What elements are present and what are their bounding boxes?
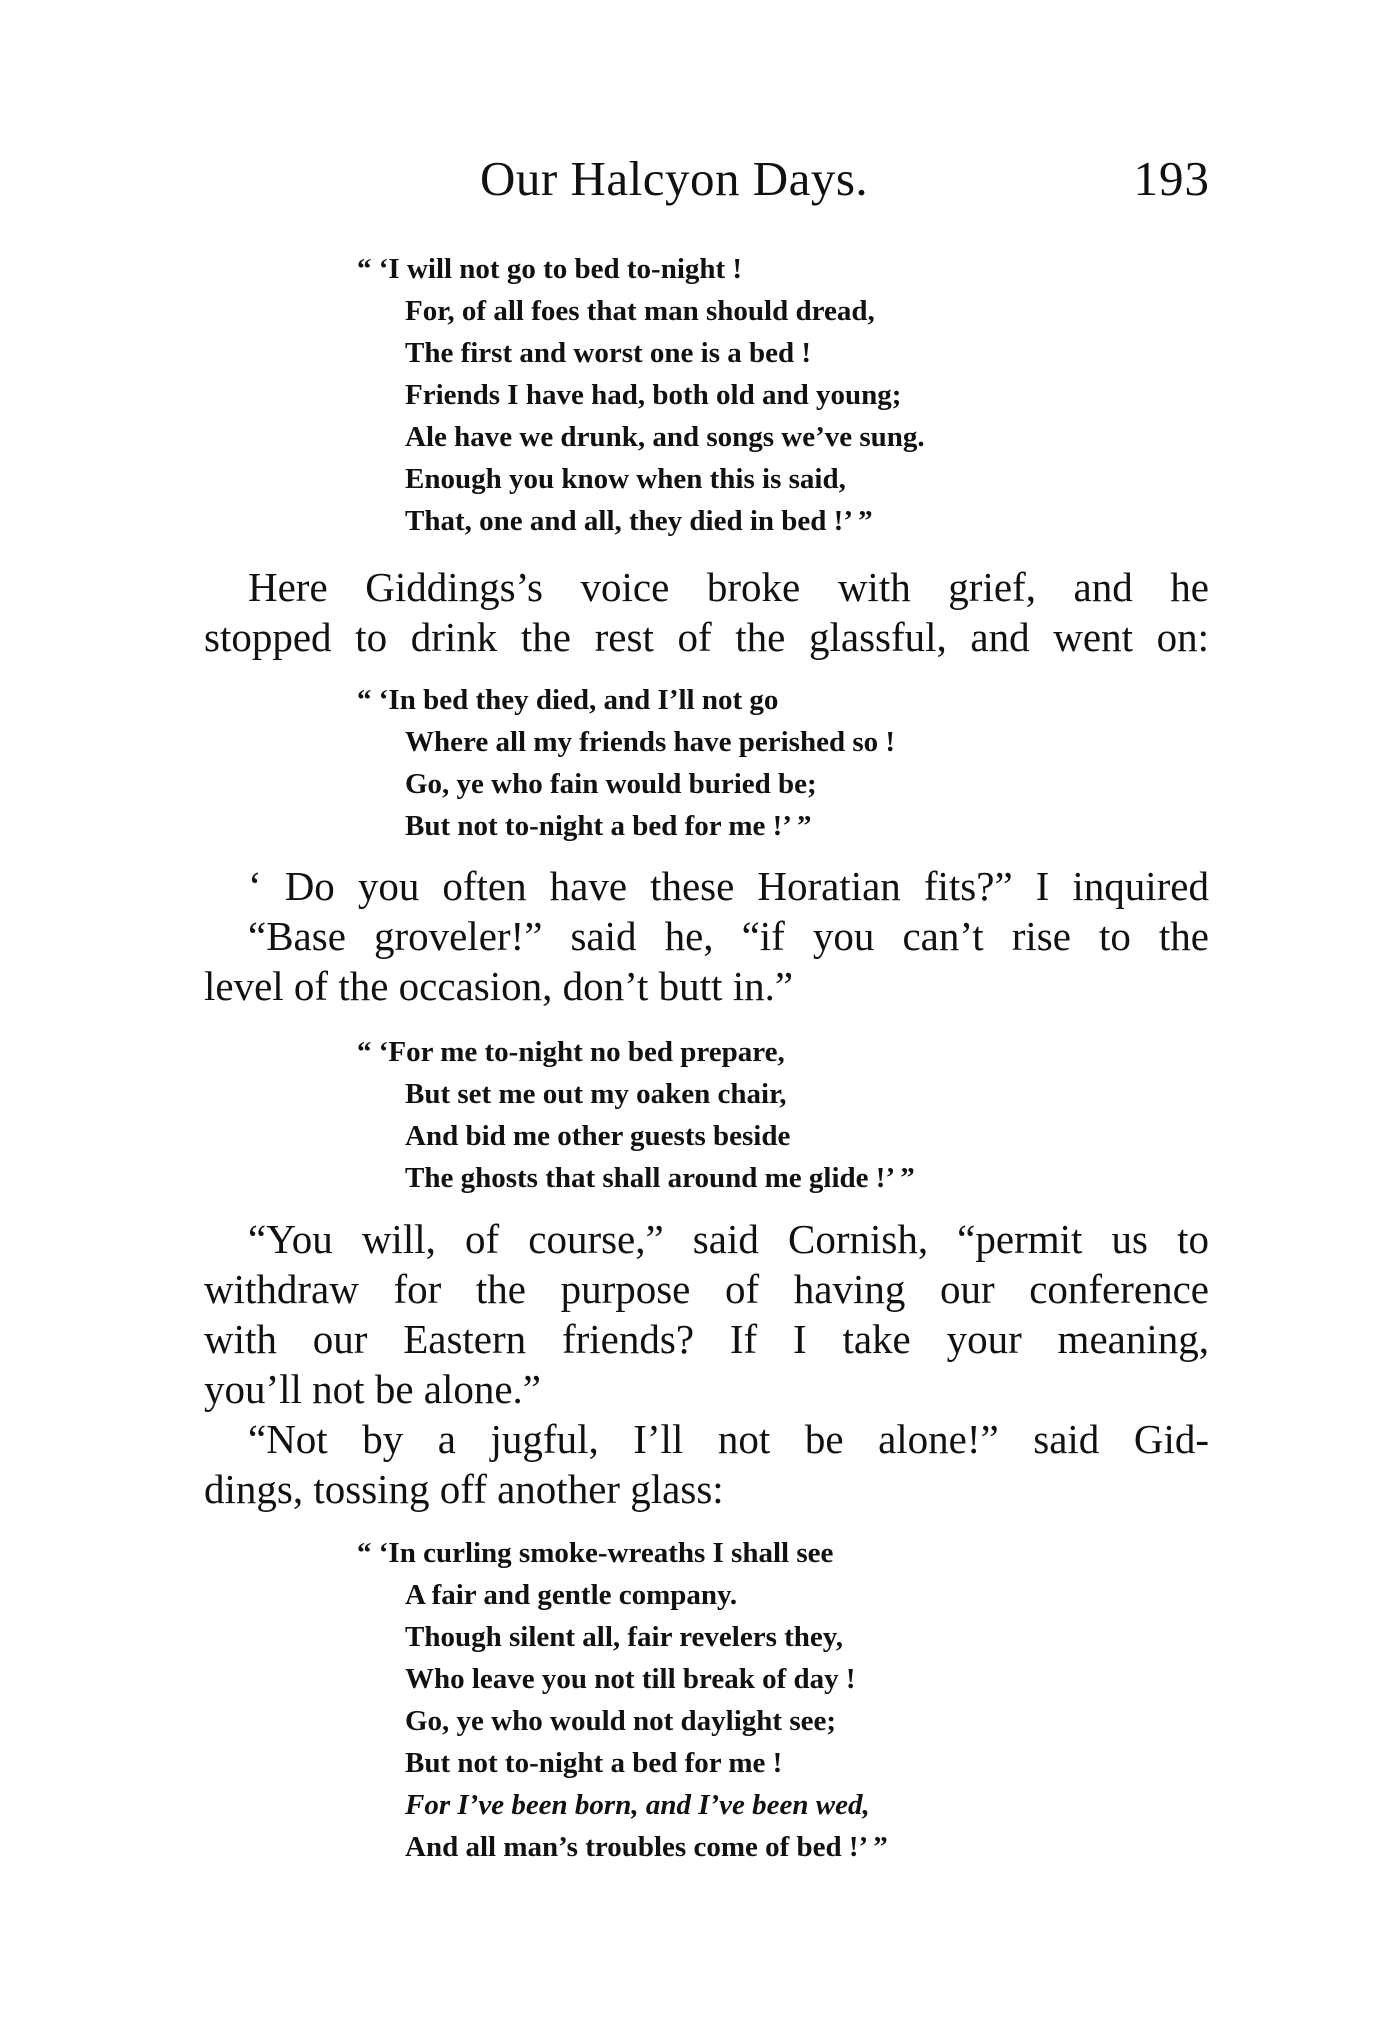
verse-line: A fair and gentle company.	[405, 1579, 738, 1611]
prose-line: “Base groveler!” said he, “if you can’t rise to the	[248, 913, 1209, 959]
verse-line: “ ‘For me to-night no bed prepare,	[357, 1036, 785, 1068]
verse-line: Though silent all, fair revelers they,	[405, 1621, 843, 1653]
verse-line: For, of all foes that man should dread,	[405, 295, 875, 327]
verse-stanza-2	[357, 679, 896, 847]
verse-line: For I’ve been born, and I’ve been wed,	[405, 1789, 870, 1821]
verse-line: Ale have we drunk, and songs we’ve sung.	[405, 421, 925, 453]
verse-line: Who leave you not till break of day !	[405, 1663, 856, 1695]
prose-paragraph-1	[204, 562, 1209, 662]
verse-line: But not to-night a bed for me !	[405, 1747, 783, 1779]
prose-paragraph-2	[204, 861, 1209, 1011]
prose-line: with our Eastern friends? If I take your meaning,	[204, 1316, 1209, 1362]
prose-line: dings, tossing off another glass:	[204, 1466, 724, 1512]
verse-line: Enough you know when this is said,	[405, 463, 846, 495]
prose-line: stopped to drink the rest of the glassful, and went on:	[204, 614, 1209, 660]
verse-line: And all man’s troubles come of bed !’ ”	[405, 1831, 888, 1863]
prose-line: ‘ Do you often have these Horatian fits?” I inquired	[248, 863, 1209, 909]
verse-stanza-4	[357, 1532, 888, 1868]
verse-line: The first and worst one is a bed !	[405, 337, 812, 369]
page-number: 193	[1133, 151, 1210, 206]
verse-line: And bid me other guests beside	[405, 1120, 791, 1152]
prose-line: withdraw for the purpose of having our conference	[204, 1266, 1209, 1312]
prose-line: Here Giddings’s voice broke with grief, and he	[248, 564, 1209, 610]
prose-line: you’ll not be alone.”	[204, 1366, 542, 1412]
verse-stanza-1	[357, 248, 925, 542]
verse-stanza-3	[357, 1031, 915, 1199]
running-head	[200, 150, 1210, 220]
verse-line: Friends I have had, both old and young;	[405, 379, 902, 411]
verse-line: Go, ye who fain would buried be;	[405, 768, 817, 800]
running-title: Our Halcyon Days.	[480, 151, 869, 206]
verse-line: Where all my friends have perished so !	[405, 726, 896, 758]
verse-line: That, one and all, they died in bed !’ ”	[405, 505, 873, 537]
prose-paragraph-3	[204, 1214, 1209, 1514]
verse-line: The ghosts that shall around me glide !’ ”	[405, 1162, 915, 1194]
verse-line: But set me out my oaken chair,	[405, 1078, 787, 1110]
verse-line: “ ‘In bed they died, and I’ll not go	[357, 684, 779, 716]
prose-line: “You will, of course,” said Cornish, “permit us to	[248, 1216, 1209, 1262]
verse-line: But not to-night a bed for me !’ ”	[405, 810, 812, 842]
verse-line: Go, ye who would not daylight see;	[405, 1705, 837, 1737]
verse-line: “ ‘In curling smoke-wreaths I shall see	[357, 1537, 834, 1569]
verse-line: “ ‘I will not go to bed to-night !	[357, 253, 743, 285]
prose-line: “Not by a jugful, I’ll not be alone!” said Gid-	[248, 1416, 1209, 1462]
prose-line: level of the occasion, don’t butt in.”	[204, 963, 794, 1009]
